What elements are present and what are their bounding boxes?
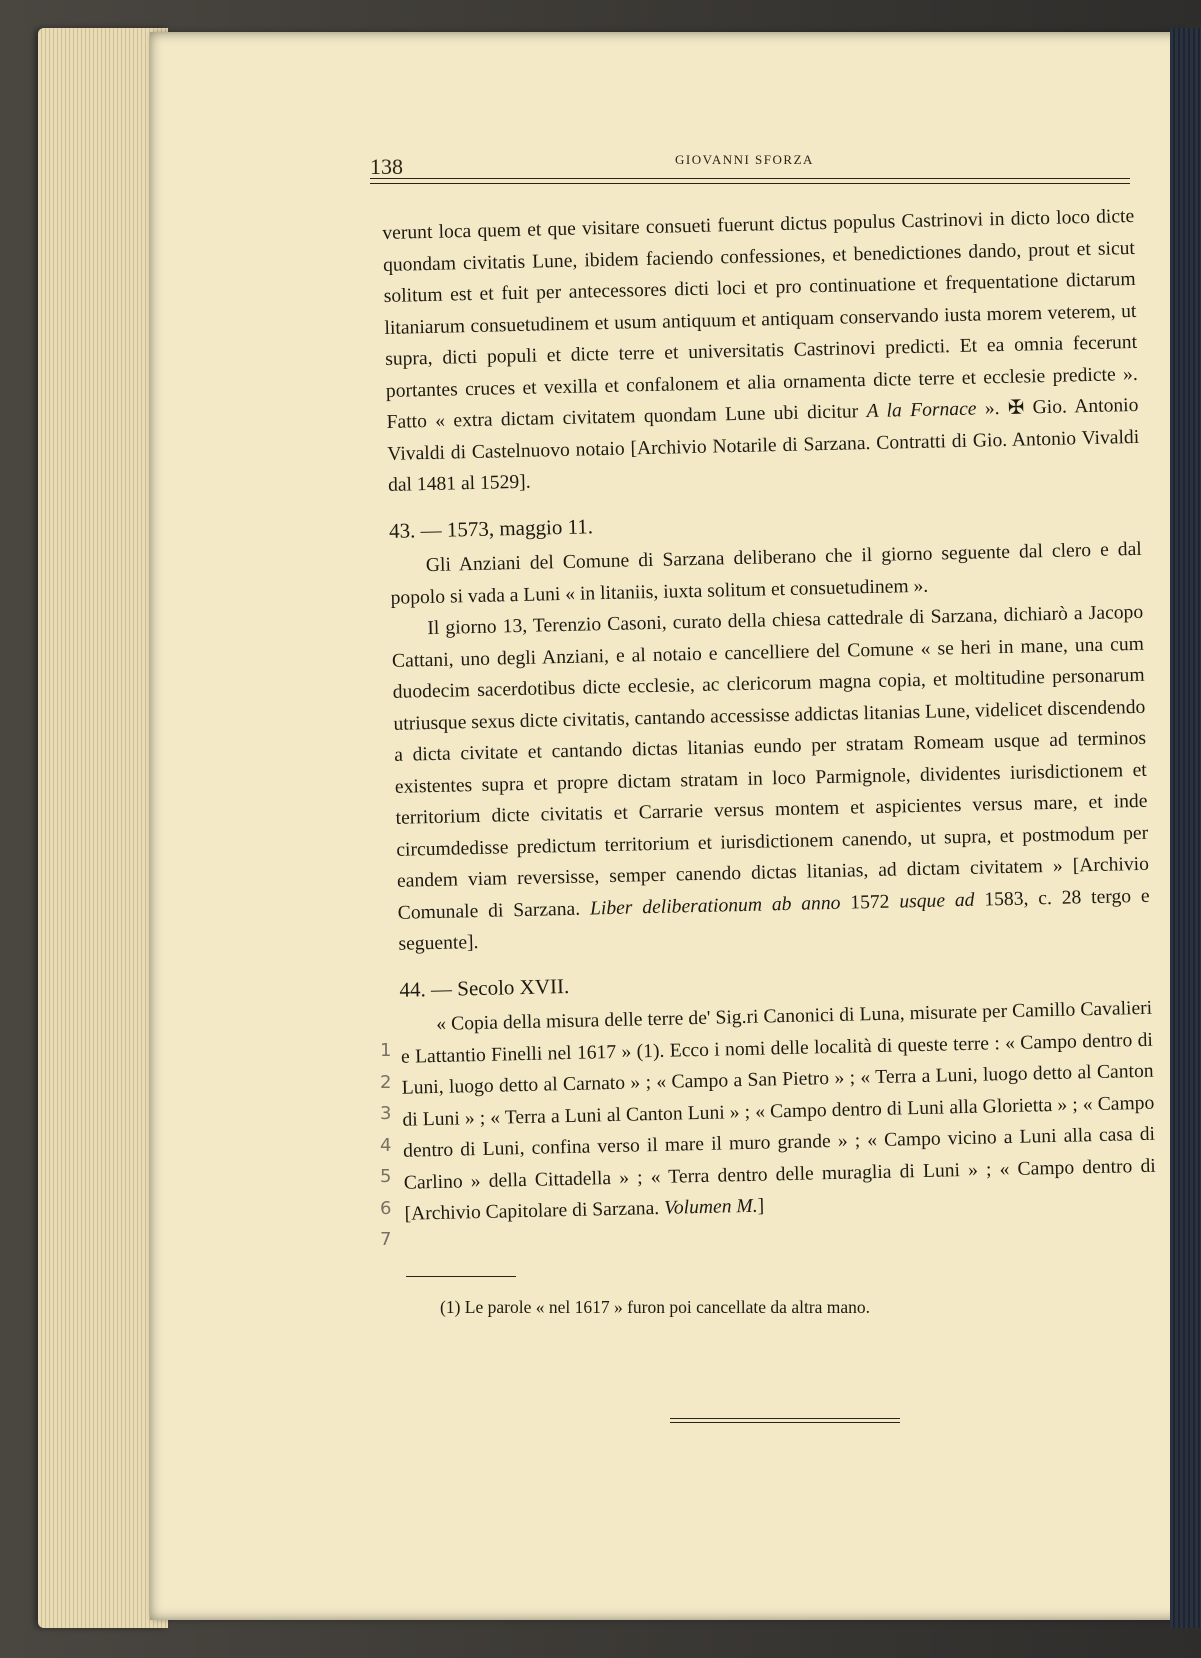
page-stack-edge <box>38 28 168 1628</box>
header-rule <box>370 178 1130 179</box>
binding-edge <box>1170 28 1201 1628</box>
entry-43-paragraph-2: Il giorno 13, Terenzio Casoni, curato della chiesa cattedrale di Sarzana, dichiarò a Jacopo Cattani, uno degli Anziani, e al notaio e cancelliere del Comune « se heri in mane, una cum duodecim sacerdotibus dicte ecclesie, ac clericorum magna copia, et moltitudine personarum utriusque sexus dicte civitatis, cantando accessisse addictas litanias Lune, videlicet discendendo a dicta civitate et cantando dictas litanias eundo per stratam Romeam usque ad terminos existentes supra et propre dictam stratam in loco Parmignole, dividentes iurisdictionem et territorium dicte civitatis et Carrarie versus montem et aspicientes versus mare, et inde circumdedisse predictum territorium et iurisdictionem canendo, ut supra, et postmodum per eandem viam reversisse, semper canendo dictas litanias, ad dictam civitatem » [Archivio Comunale di Sarzana. Liber deliberationum ab anno 1572 usque ad 1583, c. 28 tergo e seguente]. <box>391 601 1150 955</box>
end-rule-second <box>670 1422 900 1423</box>
footnote: (1) Le parole « nel 1617 » furon poi cancellate da altra mano. <box>440 1297 871 1317</box>
body-text <box>382 201 1157 1230</box>
page-number: 138 <box>370 154 403 179</box>
page-header <box>370 150 1130 190</box>
end-rule <box>670 1418 900 1419</box>
running-title: GIOVANNI SFORZA <box>675 152 814 167</box>
handwritten-margin-marks: 1 2 3 4 5 6 7 <box>380 1040 392 1250</box>
paragraph-continuation: verunt loca quem et que visitare consueti fuerunt dictus populus Castrinovi in dicto loco dicte quondam civitatis Lune, ibidem faciendo confessiones, et benedictiones dando, prout et sicut solitum est et fuit per antecessores dicti loci et pro continuatione et frequentatione dictarum litaniarum consuetudinem et usum antiquum et antiquam conservando iusta morem veterem, ut supra, dicti populi et dicte terre et universitatis Castrinovi predicti. Et ea omnia fecerunt portantes cruces et vexilla et confalonem et alia ornamenta dicte terre et ecclesie predicte ». Fatto « extra dictam civitatem quondam Lune ubi dicitur A la Fornace ». ✠ Gio. Antonio Vivaldi di Castelnuovo notaio [Archivio Notarile di Sarzana. Contratti di Gio. Antonio Vivaldi dal 1481 al 1529]. <box>382 205 1140 496</box>
entry-heading-43: 43. — 1573, maggio 11. <box>388 513 594 543</box>
entry-heading-44: 44. — Secolo XVII. <box>399 973 570 1002</box>
entry-43-paragraph-1: Gli Anziani del Comune di Sarzana deliberano che il giorno seguente dal clero e dal popolo si vada a Luni « in litaniis, iuxta solitum et consuetudinem ». <box>390 538 1142 609</box>
entry-44-paragraph: « Copia della misura delle terre de' Sig.ri Canonici di Luna, misurate per Camillo Cavalieri e Lattantio Finelli nel 1617 » (1). Ecco i nomi delle località di queste terre : « Campo dentro di Luni, luogo detto al Carnato » ; « Campo a San Pietro » ; « Terra a Luni, luogo detto al Canton di Luni » ; « Terra a Luni al Canton Luni » ; « Campo dentro di Luni alla Glorietta » ; « Campo dentro di Luni, confina verso il mare il muro grande » ; « Campo vicino a Luni alla casa di Carlino » della Cittadella » ; « Terra dentro delle muraglia di Luni » ; « Campo dentro di [Archivio Capitolare di Sarzana. Volumen M.] <box>400 997 1156 1225</box>
footnote-rule <box>406 1276 516 1277</box>
header-rule-thin <box>370 183 1130 184</box>
